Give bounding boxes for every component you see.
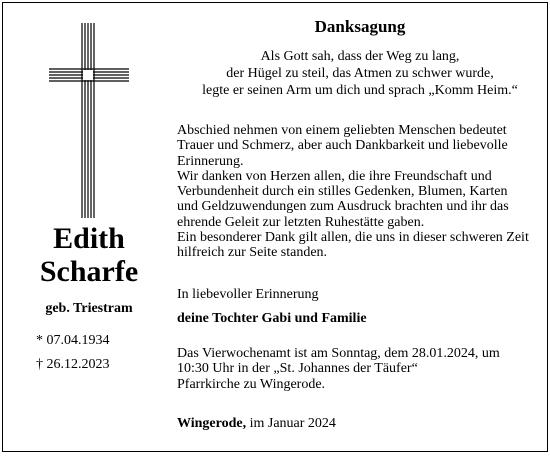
notice-heading: Danksagung bbox=[314, 17, 406, 36]
service-line: Pfarrkirche zu Wingerode. bbox=[177, 376, 326, 392]
birth-date: * 07.04.1934 bbox=[36, 333, 110, 348]
deceased-last-name: Scharfe bbox=[39, 255, 139, 288]
memory-line: In liebevoller Erinnerung bbox=[177, 287, 319, 302]
thanks-text bbox=[177, 123, 547, 261]
thanks-line: Abschied nehmen von einem geliebten Menschen bedeutet bbox=[177, 123, 507, 138]
place-month: im Januar 2024 bbox=[246, 416, 336, 431]
poem-line: der Hügel zu steil, das Atmen zu schwer wurde, bbox=[226, 66, 494, 81]
cross-icon bbox=[49, 23, 129, 218]
thanks-line: hilfreich zur Seite standen. bbox=[177, 245, 328, 261]
thanks-line: Trauer und Schmerz, aber auch Dankbarkeit und liebevolle bbox=[177, 138, 508, 154]
thanks-line: ehrende Geleit zur letzten Ruhestätte gaben. bbox=[177, 214, 425, 230]
thanks-line: Erinnerung. bbox=[177, 153, 244, 169]
place-city: Wingerode, bbox=[177, 416, 247, 431]
place-date bbox=[177, 416, 336, 432]
deceased-first-name: Edith bbox=[53, 222, 125, 255]
poem-line: legte er seinen Arm um dich und sprach „Komm Heim.“ bbox=[202, 83, 518, 98]
poem-line: Als Gott sah, dass der Weg zu lang, bbox=[260, 49, 460, 64]
thanks-line: Ein besonderer Dank gilt allen, die uns in dieser schweren Zeit bbox=[177, 230, 529, 246]
thanks-line: Verbundenheit durch ein stilles Gedenken, Blumen, Karten bbox=[177, 184, 508, 200]
service-line: 10:30 Uhr in der „St. Johannes der Täufer“ bbox=[177, 361, 418, 377]
service-line: Das Vierwochenamt ist am Sonntag, dem 28.01.2024, um bbox=[177, 346, 500, 361]
obituary-notice bbox=[2, 2, 548, 452]
service-info bbox=[177, 346, 500, 392]
thanks-line: und Geldzuwendungen zum Ausdruck brachten und ihr das bbox=[177, 199, 509, 215]
family-signature: deine Tochter Gabi und Familie bbox=[177, 311, 367, 326]
thanks-line: Wir danken von Herzen allen, die ihre Freundschaft und bbox=[177, 168, 492, 184]
poem bbox=[175, 48, 545, 99]
deceased-birth-name: geb. Triestram bbox=[45, 301, 133, 316]
death-date: † 26.12.2023 bbox=[36, 357, 110, 372]
